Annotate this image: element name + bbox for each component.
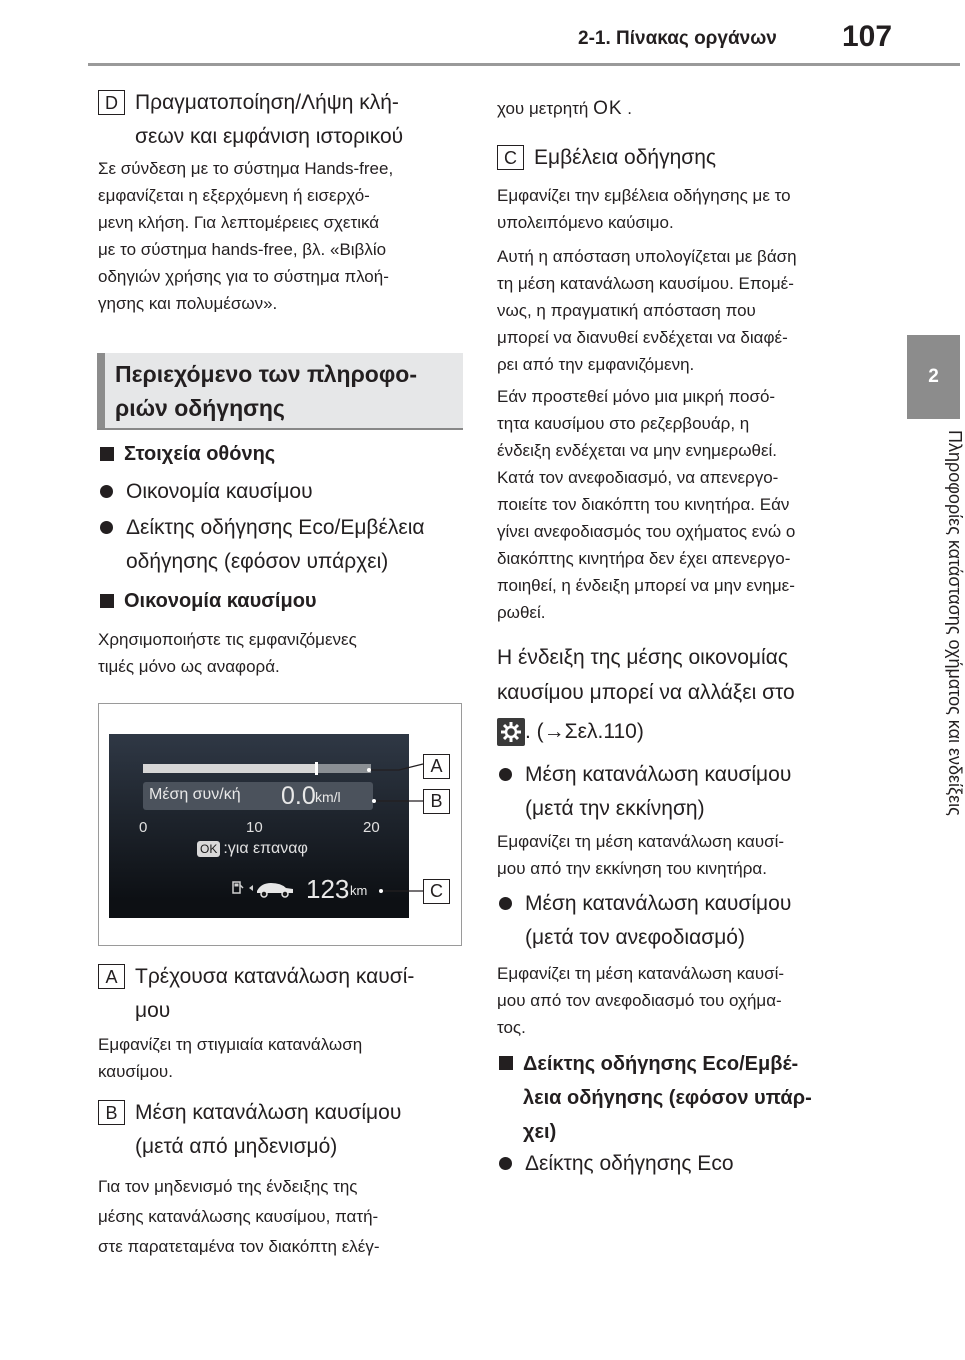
bullet-text-1: Δείκτης οδήγησης Eco/Εμβέλεια [126,516,425,539]
fuel-body [98,626,468,680]
settings-gear-icon [497,718,525,746]
bullet-fuel [100,475,313,509]
line: ποιηθεί, η ένδειξη μπορεί να μην ενημε- [497,576,795,595]
page-reference: . (→Σελ.110) [525,720,644,743]
line: διακόπτης κινητήρα δεν έχει απενεργο- [497,549,791,568]
average-note [497,640,867,710]
square-bullet-icon [100,447,114,461]
line: Εάν προστεθεί μόνο μια μικρή ποσό- [497,387,776,406]
subheading-text: Στοιχεία οθόνης [124,443,276,465]
line: Εμφανίζει την εμβέλεια οδήγησης με το [497,186,791,205]
subheading-eco [497,1047,867,1149]
line: καυσίμου. [98,1062,173,1081]
line: ποιείτε τον διακόπτη του κινητήρα. Εάν [497,495,790,514]
range-value: 123 [306,874,350,904]
line: μου από τον ανεφοδιασμό του οχήμα- [497,991,782,1010]
line: Η ένδειξη της μέσης οικονομίας [497,646,788,669]
average-unit: km/l [315,789,341,805]
scale-tick: 10 [246,819,263,836]
average-label: Μέση συν/κή [149,786,241,803]
reset-hint-text: :για επαναφ [223,840,308,857]
settings-ref-line [497,714,867,749]
line: υπολειπόμενο καύσιμο. [497,213,674,232]
item-a-title-2: μου [135,999,171,1022]
chapter-tab [907,335,960,419]
line: Σε σύνδεση με το σύστημα Hands-free, [98,159,394,178]
line: ένδειξη ενδέχεται να μην ενημερωθεί. [497,441,778,460]
item-a [98,960,468,1028]
bullet-icon [100,485,113,498]
section-heading-line-2: ριών οδήγησης [115,395,285,421]
item-a-body [98,1031,468,1085]
scale-tick: 0 [139,819,148,836]
line: νως, η πραγματική απόσταση που [497,301,756,320]
item-b-body [98,1172,468,1262]
bullet-text-2: οδήγησης (εφόσον υπάρχει) [126,550,389,573]
section-bar [97,353,105,428]
bullet-after-refuel [499,887,869,955]
bullet-icon [499,897,512,910]
line: τητα καυσίμου στο ρεζερβουάρ, η [497,414,750,433]
section-heading-line-1: Περιεχόμενο των πληροφο- [115,361,418,387]
line: μενη κλήση. Για λεπτομέρειες σχετικά [98,213,380,232]
line: στε παρατεταμένα τον διακόπτη ελέγ- [98,1237,380,1256]
line: τος. [497,1018,526,1037]
bullet-text: Δείκτης οδήγησης Eco [525,1152,734,1175]
chapter-number: 2 [928,366,939,387]
line: μπορεί να διανυθεί ενδέχεται να διαφέ- [497,328,788,347]
subheading-fuel [98,585,317,617]
continuation-text: χου μετρητή [497,99,589,118]
line: ρωθεί. [497,603,546,622]
callout-b: B [423,789,450,814]
callout-c: C [423,879,450,904]
line: γίνει ανεφοδιασμός του οχήματος ενώ ο [497,522,796,541]
bullet-eco-indicator [499,1147,734,1181]
line: Χρησιμοποιήστε τις εμφανιζόμενες [98,630,357,649]
page-number: 107 [842,20,893,53]
item-c-body-3 [497,383,867,626]
callout-a: A [423,754,450,779]
ok-switch-label: OK [593,98,623,119]
continuation-line [497,95,867,122]
range-unit: km [350,883,368,898]
item-c [497,141,867,175]
bullet-icon [100,521,113,534]
line: καυσίμου μπορεί να αλλάξει στο [497,681,795,704]
item-c-body-1 [497,182,867,236]
square-bullet-icon [499,1056,513,1070]
line: Εμφανίζει τη στιγμιαία κατανάλωση [98,1035,363,1054]
item-c-title: Εμβέλεια οδήγησης [534,146,717,169]
item-b-title-2: (μετά από μηδενισμό) [135,1135,338,1158]
square-bullet-icon [100,594,114,608]
bullet-icon [499,768,512,781]
item-b-title-1: Μέση κατανάλωση καυσίμου [135,1101,402,1124]
item-b [98,1096,468,1164]
line: Εμφανίζει τη μέση κατανάλωση καυσί- [497,964,785,983]
section-heading [115,357,455,425]
line: τη μέση κατανάλωση καυσίμου. Επομέ- [497,274,794,293]
item-d-body [98,155,468,317]
line: μου από την εκκίνηση του κινητήρα. [497,859,767,878]
line: Κατά τον ανεφοδιασμό, να απενεργο- [497,468,779,487]
line: ρει από την εμφανιζόμενη. [497,355,695,374]
bullet-text-1: Μέση κατανάλωση καυσίμου [525,892,792,915]
tag-a: A [98,964,125,989]
bullet-text: Οικονομία καυσίμου [126,480,313,503]
item-d [98,86,468,154]
item-c-body-2 [497,243,867,378]
after-refuel-body [497,960,867,1041]
section-heading-box [97,353,463,430]
header-rule [88,63,960,66]
section-title: 2-1. Πίνακας οργάνων [578,28,777,49]
line: γησης και πολυμέσων». [98,294,278,313]
subheading-line-2: λεια οδήγησης (εφόσον υπάρ- [523,1087,812,1109]
chapter-title: Πληροφορίες κατάστασης οχήματος και ενδείξεις [945,430,965,816]
line: Εμφανίζει τη μέση κατανάλωση καυσί- [497,832,785,851]
subheading-line-3: χει) [523,1121,557,1143]
line: εμφανίζεται η εξερχόμενη ή εισερχό- [98,186,370,205]
scale-tick: 20 [363,819,380,836]
bullet-after-start [499,758,869,826]
tag-c: C [497,145,524,170]
line: Αυτή η απόσταση υπολογίζεται με βάση [497,247,797,266]
bullet-text-1: Μέση κατανάλωση καυσίμου [525,763,792,786]
subheading-display [98,438,275,470]
item-d-title-1: Πραγματοποίηση/Λήψη κλή- [135,91,399,114]
line: μέσης κατανάλωσης καυσίμου, πατή- [98,1207,379,1226]
subheading-line-1: Δείκτης οδήγησης Eco/Εμβέ- [523,1053,799,1075]
continuation-end: . [627,99,632,118]
callout-leaders [99,704,463,947]
ok-button-icon: OK [197,841,220,857]
line: τιμές μόνο ως αναφορά. [98,657,280,676]
bullet-text-2: (μετά τον ανεφοδιασμό) [525,926,745,949]
subheading-text: Οικονομία καυσίμου [124,590,317,612]
bullet-icon [499,1157,512,1170]
instrument-display-figure [98,703,462,946]
line: οδηγιών χρήσης για το σύστημα πλοή- [98,267,389,286]
tag-b: B [98,1100,125,1125]
tag-d: D [98,90,125,115]
item-d-title-2: σεων και εμφάνιση ιστορικού [135,125,404,148]
bullet-text-2: (μετά την εκκίνηση) [525,797,705,820]
bullet-eco [100,511,470,579]
item-a-title-1: Τρέχουσα κατανάλωση καυσί- [135,965,415,988]
after-start-body [497,828,867,882]
average-value: 0.0 [281,782,316,810]
line: Για τον μηδενισμό της ένδειξης της [98,1177,358,1196]
line: με το σύστημα hands-free, βλ. «Βιβλίο [98,240,387,259]
